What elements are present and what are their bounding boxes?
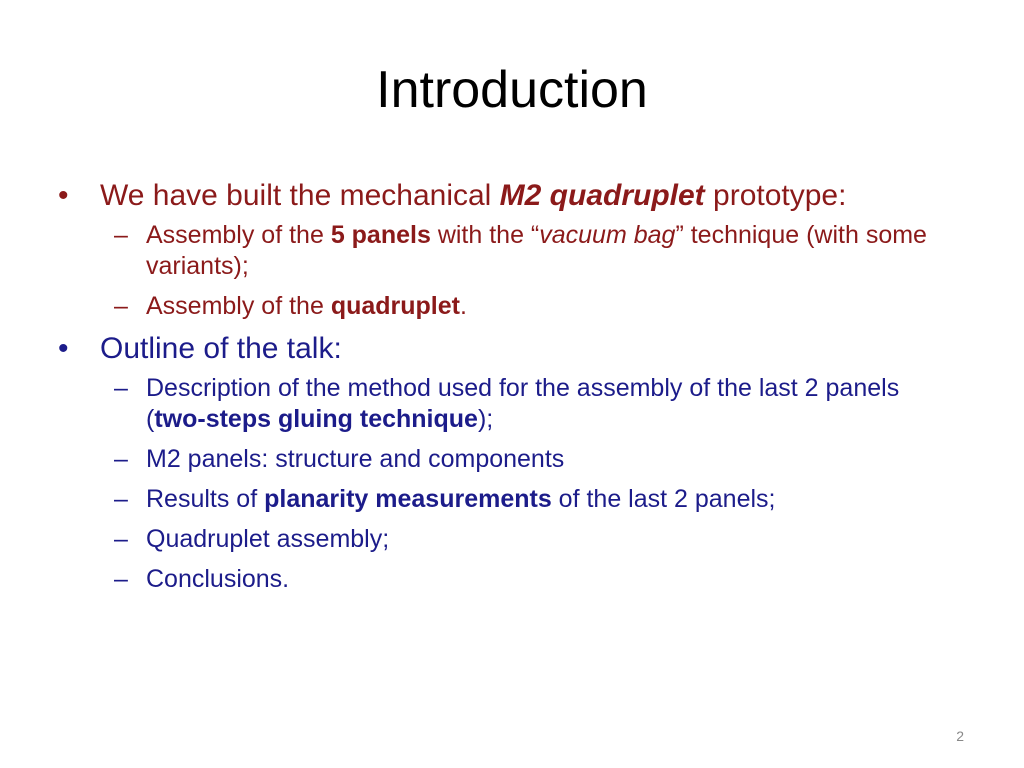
sub-bullet-text: Results of: [146, 485, 265, 513]
dash-marker: –: [114, 445, 128, 473]
bullet-built-prototype: [58, 178, 958, 214]
sub-bullet-quadruplet-assembly: [58, 291, 958, 322]
sub-bullet-text: Assembly of the: [146, 221, 331, 249]
bullet-text: We have built the mechanical: [100, 179, 500, 212]
sub-bullet-bold: 5 panels: [330, 221, 431, 249]
bullet-marker: •: [58, 332, 69, 365]
bullet-outline: [58, 331, 958, 367]
dash-marker: –: [114, 485, 128, 513]
sub-bullet-text: Conclusions.: [146, 565, 290, 593]
slide-content: [58, 178, 958, 604]
sub-bullet-planarity-results: [58, 484, 958, 515]
bullet-text: prototype:: [704, 179, 847, 212]
bullet-marker: •: [58, 179, 69, 212]
dash-marker: –: [114, 565, 128, 593]
page-number: 2: [956, 728, 964, 744]
sub-bullet-quadruplet-assembly-outline: [58, 524, 958, 555]
sub-bullet-text: Assembly of the: [146, 292, 331, 320]
sub-bullet-text: Description of the method used for the assembly of the last 2 panels (: [146, 374, 900, 433]
sub-bullet-text: );: [477, 405, 494, 433]
sub-bullet-panels-assembly: [58, 220, 958, 282]
sub-bullet-text: of the last 2 panels;: [551, 485, 776, 513]
sub-bullet-panels-structure: [58, 444, 958, 475]
sub-bullet-text: .: [459, 292, 467, 320]
sub-bullet-method-description: [58, 373, 958, 435]
sub-bullet-text: M2 panels: structure and components: [146, 445, 565, 473]
sub-bullet-text: ” technique (with some variants);: [146, 221, 927, 280]
bullet-emphasis: M2 quadruplet: [499, 179, 705, 212]
dash-marker: –: [114, 292, 128, 320]
sub-bullet-bold: planarity measurements: [264, 485, 552, 513]
sub-bullet-bold: two-steps gluing technique: [154, 405, 478, 433]
sub-bullet-italic: vacuum bag: [539, 221, 676, 249]
dash-marker: –: [114, 525, 128, 553]
sub-bullet-text: Quadruplet assembly;: [146, 525, 390, 553]
bullet-text: Outline of the talk:: [100, 332, 342, 365]
dash-marker: –: [114, 221, 128, 249]
sub-bullet-conclusions: [58, 564, 958, 595]
sub-bullet-text: with the “: [430, 221, 540, 249]
dash-marker: –: [114, 374, 128, 402]
sub-bullet-bold: quadruplet: [330, 292, 460, 320]
slide-title: Introduction: [376, 61, 648, 119]
